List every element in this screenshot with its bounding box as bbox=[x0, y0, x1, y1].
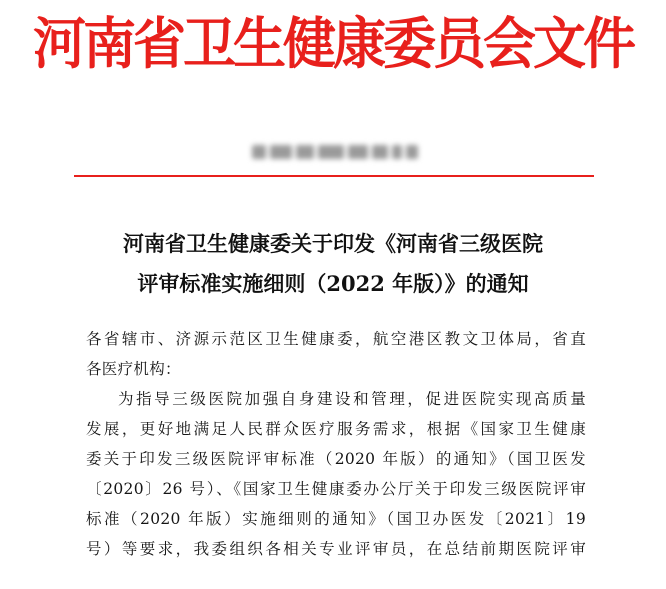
issuer-header-title: 河南省卫生健康委员会文件 bbox=[33, 11, 633, 77]
notice-title-line: 评审标准实施细则（2022 年版）》的通知 bbox=[137, 271, 529, 296]
blurred-document-number bbox=[252, 141, 418, 163]
body-line: 委关于印发三级医院评审标准（2020 年版）的通知》（国卫医发 bbox=[86, 450, 586, 468]
notice-title-line: 河南省卫生健康委关于印发《河南省三级医院 bbox=[123, 231, 543, 256]
body-line-addressees-end: 各医疗机构： bbox=[86, 360, 181, 378]
red-divider-line bbox=[74, 175, 594, 177]
notice-body bbox=[86, 324, 586, 564]
body-line: 号）等要求，我委组织各相关专业评审员，在总结前期医院评审 bbox=[86, 540, 586, 558]
notice-title bbox=[60, 224, 606, 304]
body-line: 〔2020〕26 号）、《国家卫生健康委办公厅关于印发三级医院评审 bbox=[86, 480, 586, 498]
body-line: 发展，更好地满足人民群众医疗服务需求，根据《国家卫生健康 bbox=[86, 420, 586, 438]
body-line: 为指导三级医院加强自身建设和管理，促进医院实现高质量 bbox=[118, 390, 586, 408]
body-line-addressees: 各省辖市、济源示范区卫生健康委，航空港区教文卫体局，省直 bbox=[86, 330, 586, 348]
body-line: 标准（2020 年版）实施细则的通知》（国卫办医发〔2021〕19 bbox=[86, 510, 586, 528]
